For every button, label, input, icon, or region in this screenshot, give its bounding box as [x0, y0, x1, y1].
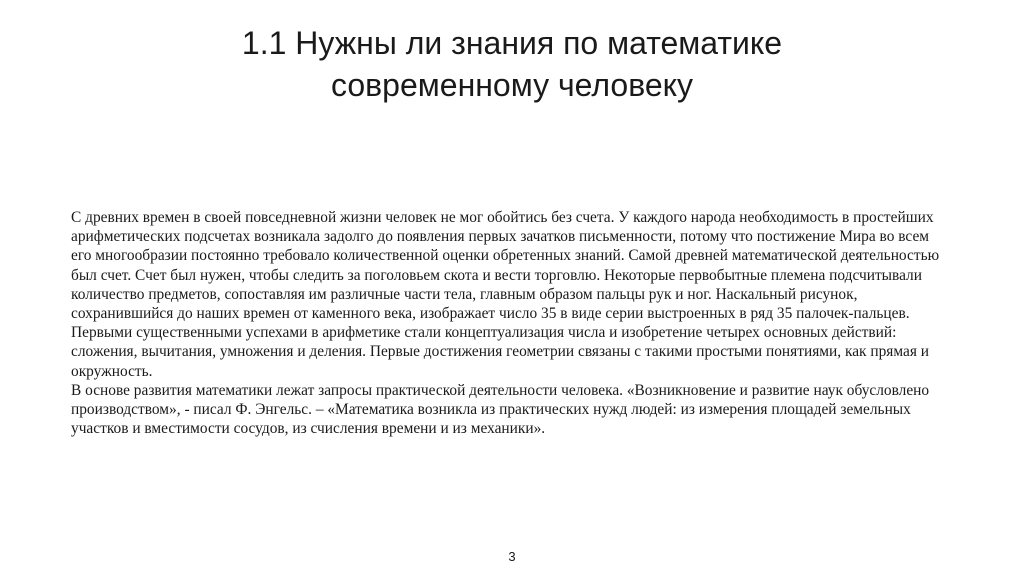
slide-title-line-1: 1.1 Нужны ли знания по математике [241, 25, 783, 61]
body-paragraph-1: С древних времен в своей повседневной жизни человек не мог обойтись без счета. У каждого народа необходимость в простейших арифметических подсчетах возникала задолго до появления первых зачатков письменности, потому что постижение Мира во всем его многообразии постоянно требовало количественной оценки обретенных знаний. Самой древней математической деятельностью был счет. Счет был нужен, чтобы следить за поголовьем скота и вести торговлю. Некоторые первобытные племена подсчитывали количество предметов, сопоставляя им различные части тела, главным образом пальцы рук и ног. Наскальный рисунок, сохранившийся до наших времен от каменного века, изображает число 35 в виде серии выстроенных в ряд 35 палочек-пальцев. Первыми существенными успехами в арифметике стали концептуализация числа и изобретение четырех основных действий: сложения, вычитания, умножения и деления. Первые достижения геометрии связаны с такими простыми понятиями, как прямая и окружность. [71, 209, 940, 380]
slide-body [71, 208, 951, 438]
slide-title [0, 22, 1024, 106]
body-paragraph-2: В основе развития математики лежат запросы практической деятельности человека. «Возникновение и развитие наук обусловлено производством», - писал Ф. Энгельс. – «Математика возникла из практических нужд людей: из измерения площадей земельных участков и вместимости сосудов, из счисления времени и из механики». [71, 381, 930, 438]
page-number: 3 [508, 549, 516, 564]
slide-title-line-2: современному человеку [331, 67, 693, 103]
